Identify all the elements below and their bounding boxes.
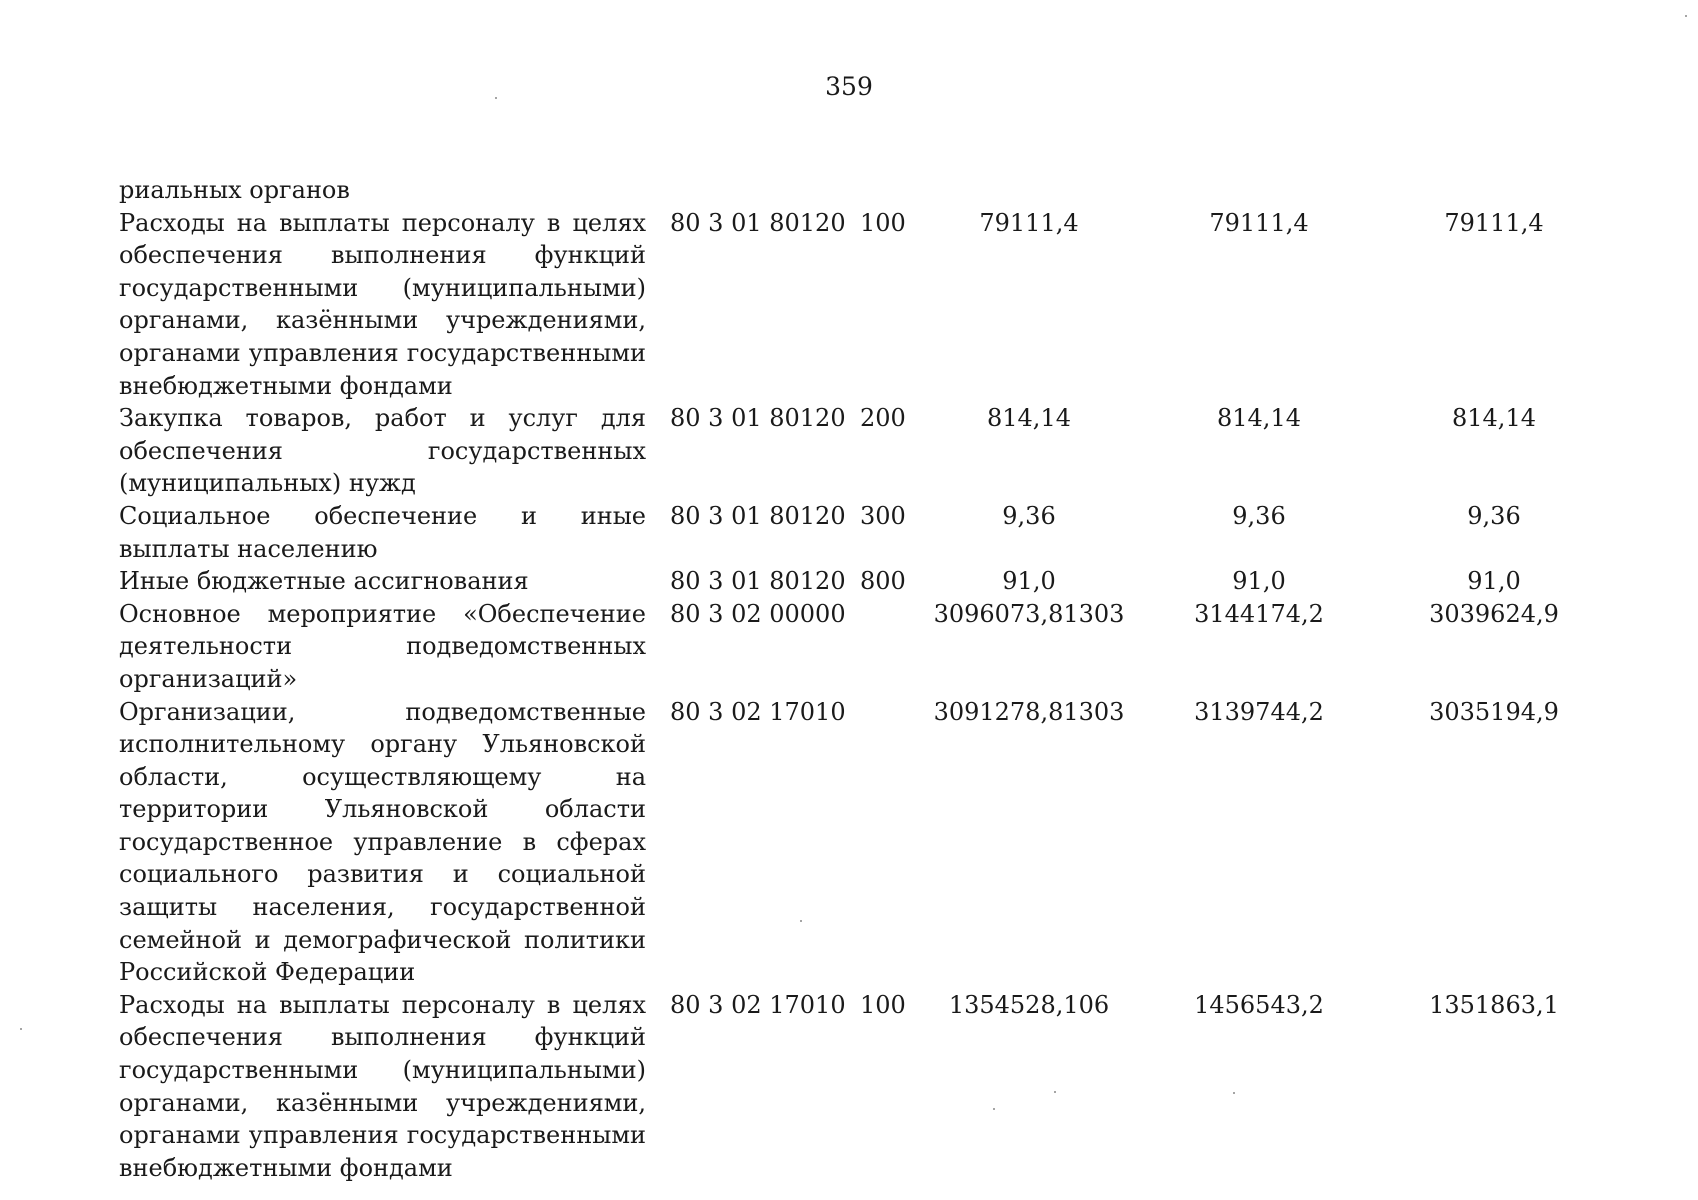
row-description: риальных органов (119, 176, 350, 204)
row-expense-type: 100 (860, 208, 906, 237)
table-row (119, 565, 1569, 598)
row-value-2: 79111,4 (1209, 208, 1309, 237)
row-value-1: 3096073,81303 (933, 599, 1125, 628)
row-description: Расходы на выплаты персоналу в целях обеспечения выполнения функций государственными (муниципальными) органами, казёнными учреждениями, органами управления государственными внебюджетными фондами (119, 208, 646, 400)
table-row (119, 402, 1569, 500)
row-value-1: 814,14 (987, 404, 1071, 433)
row-value-2: 9,36 (1232, 501, 1286, 530)
row-value-2: 814,14 (1217, 404, 1301, 433)
row-value-3: 1351863,1 (1429, 990, 1559, 1019)
table-row (119, 598, 1569, 696)
row-description: Социальное обеспечение и иные выплаты населению (119, 501, 646, 563)
row-value-3: 3039624,9 (1429, 599, 1559, 628)
row-expense-type: 200 (860, 404, 906, 433)
row-value-3: 814,14 (1452, 404, 1536, 433)
page-number: 359 (825, 72, 873, 101)
row-value-3: 91,0 (1467, 567, 1521, 596)
scan-speck (1054, 1091, 1056, 1093)
scan-speck (800, 920, 802, 922)
row-value-2: 1456543,2 (1194, 990, 1324, 1019)
row-description: Основное мероприятие «Обеспечение деятельности подведомственных организаций» (119, 599, 646, 693)
row-code: 80 3 02 17010 (670, 697, 846, 726)
row-code: 80 3 01 80120 (670, 567, 846, 596)
row-description: Организации, подведомственные исполнительному органу Ульяновской области, осуществляющему на территории Ульяновской области государственное управление в сферах социального развития и социальной защиты населения, государственной семейной и демографической политики Российской Федерации (119, 697, 646, 987)
row-value-3: 79111,4 (1444, 208, 1544, 237)
row-code: 80 3 01 80120 (670, 501, 846, 530)
row-expense-type: 300 (860, 501, 906, 530)
scan-speck (1233, 1092, 1235, 1094)
scan-speck (993, 1108, 995, 1110)
row-code: 80 3 01 80120 (670, 208, 846, 237)
row-value-1: 1354528,106 (948, 990, 1110, 1019)
row-value-2: 3139744,2 (1194, 697, 1324, 726)
row-description: Закупка товаров, работ и услуг для обеспечения государственных (муниципальных) нужд (119, 404, 646, 498)
row-value-2: 91,0 (1232, 567, 1286, 596)
table-row (119, 207, 1569, 403)
scan-speck (20, 1028, 22, 1030)
scan-speck (495, 97, 497, 99)
table-row (119, 989, 1569, 1185)
budget-table (119, 174, 1569, 1184)
scan-speck (1685, 15, 1687, 17)
table-row (119, 696, 1569, 989)
table-row (119, 500, 1569, 565)
row-value-1: 9,36 (1002, 501, 1056, 530)
row-code: 80 3 02 17010 (670, 990, 846, 1019)
row-value-1: 91,0 (1002, 567, 1056, 596)
row-expense-type: 800 (860, 567, 906, 596)
row-expense-type: 100 (860, 990, 906, 1019)
row-code: 80 3 01 80120 (670, 404, 846, 433)
row-value-3: 3035194,9 (1429, 697, 1559, 726)
row-description: Расходы на выплаты персоналу в целях обеспечения выполнения функций государственными (муниципальными) органами, казёнными учреждениями, органами управления государственными внебюджетными фондами (119, 990, 646, 1182)
row-description: Иные бюджетные ассигнования (119, 567, 529, 596)
row-value-2: 3144174,2 (1194, 599, 1324, 628)
row-value-3: 9,36 (1467, 501, 1521, 530)
row-value-1: 3091278,81303 (933, 697, 1125, 726)
row-code: 80 3 02 00000 (670, 599, 846, 628)
table-row (119, 174, 1569, 207)
row-value-1: 79111,4 (979, 208, 1079, 237)
